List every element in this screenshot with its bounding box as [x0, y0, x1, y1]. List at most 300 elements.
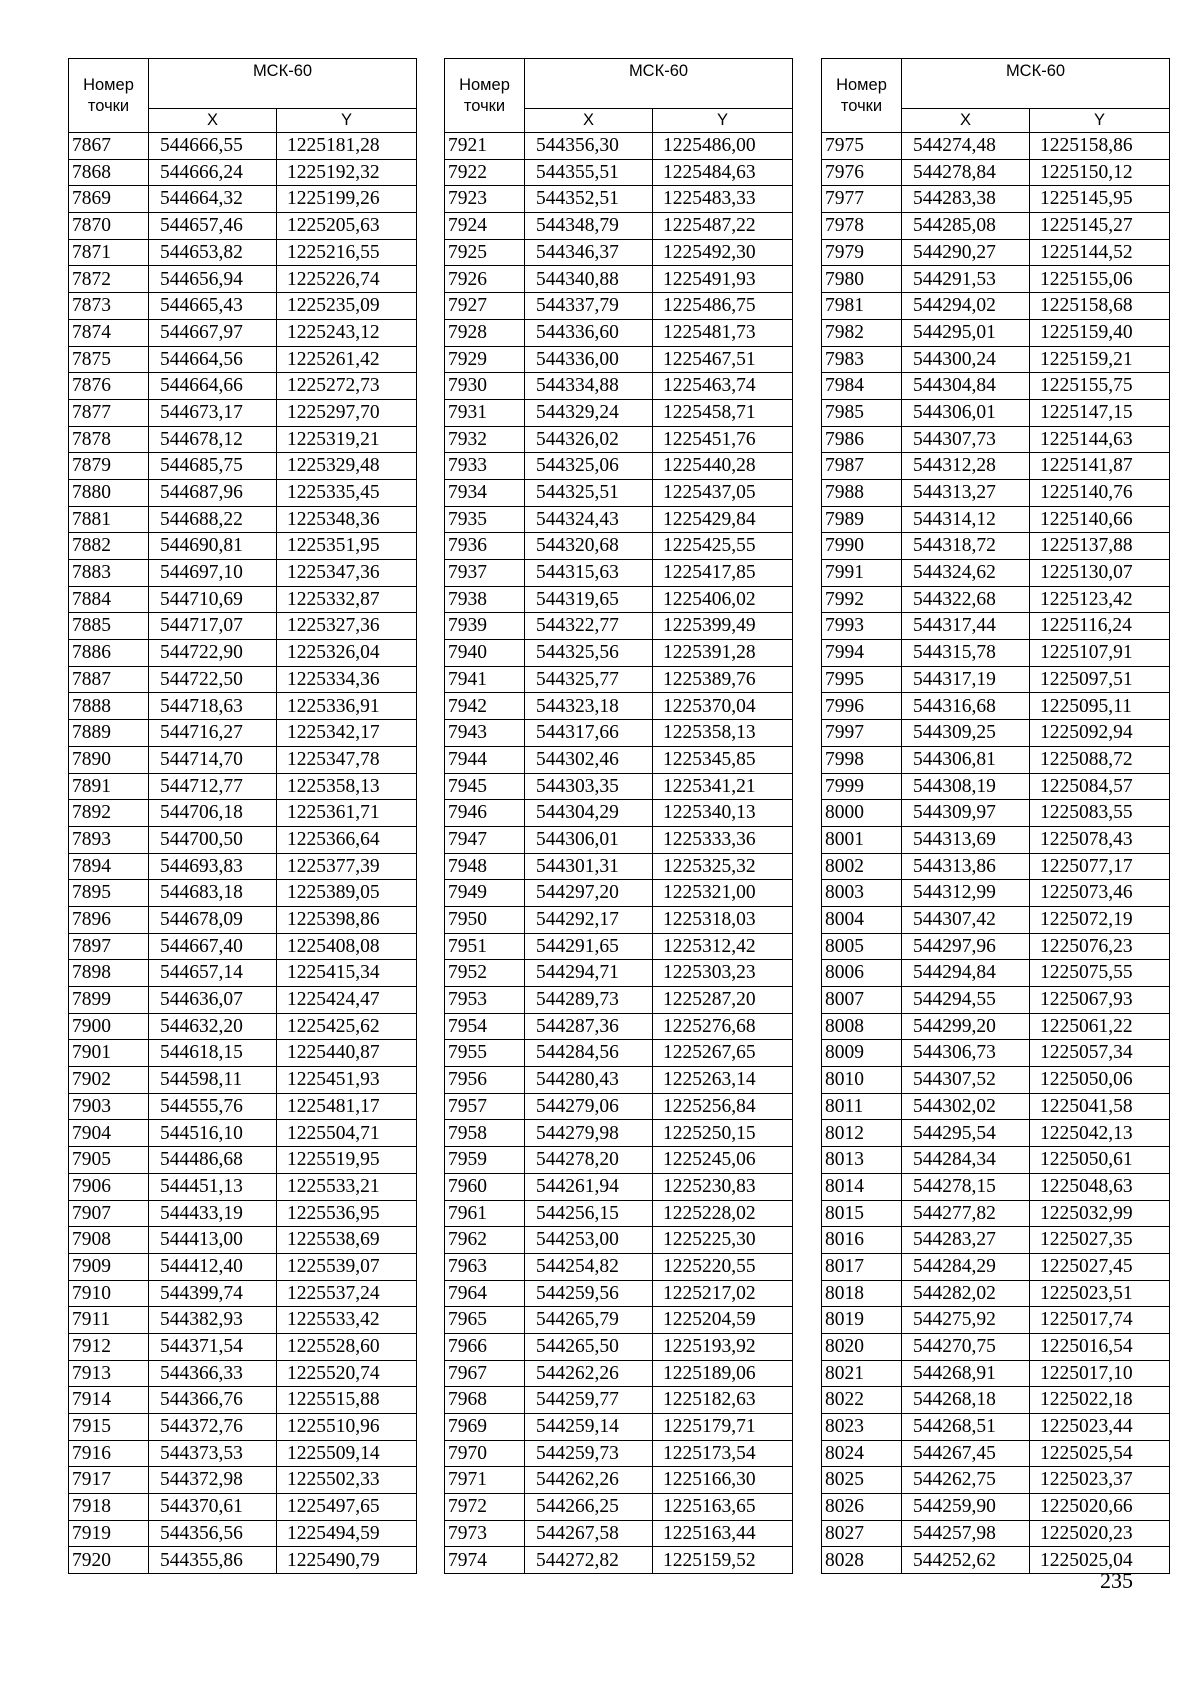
- x-coordinate-cell: 544323,18: [525, 693, 653, 720]
- point-number-cell: 7887: [69, 666, 149, 693]
- table-row: [445, 319, 793, 346]
- x-coordinate-cell: 544295,01: [902, 319, 1030, 346]
- table-row: [69, 506, 417, 533]
- point-number-cell: 7896: [69, 906, 149, 933]
- x-coordinate-cell: 544259,90: [902, 1494, 1030, 1521]
- table-row: [69, 586, 417, 613]
- table-row: [445, 1387, 793, 1414]
- point-number-cell: 7939: [445, 613, 525, 640]
- y-coordinate-cell: 1225166,30: [653, 1467, 793, 1494]
- table-row: [822, 1093, 1170, 1120]
- x-coordinate-cell: 544291,65: [525, 933, 653, 960]
- y-coordinate-cell: 1225491,93: [653, 266, 793, 293]
- x-coordinate-cell: 544665,43: [149, 293, 277, 320]
- x-coordinate-cell: 544268,18: [902, 1387, 1030, 1414]
- y-coordinate-cell: 1225325,32: [653, 853, 793, 880]
- x-coordinate-cell: 544352,51: [525, 186, 653, 213]
- y-coordinate-cell: 1225020,23: [1030, 1520, 1170, 1547]
- y-coordinate-cell: 1225144,52: [1030, 239, 1170, 266]
- y-coordinate-cell: 1225084,57: [1030, 773, 1170, 800]
- table-row: [445, 1200, 793, 1227]
- x-coordinate-cell: 544268,51: [902, 1414, 1030, 1441]
- point-number-cell: 7890: [69, 746, 149, 773]
- y-coordinate-cell: 1225370,04: [653, 693, 793, 720]
- table-row: [445, 1093, 793, 1120]
- y-coordinate-cell: 1225123,42: [1030, 586, 1170, 613]
- y-coordinate-cell: 1225515,88: [277, 1387, 417, 1414]
- table-row: [69, 1147, 417, 1174]
- point-number-cell: 7996: [822, 693, 902, 720]
- y-coordinate-cell: 1225348,36: [277, 506, 417, 533]
- table-row: [822, 773, 1170, 800]
- x-coordinate-cell: 544312,28: [902, 453, 1030, 480]
- table-row: [69, 533, 417, 560]
- point-number-cell: 7946: [445, 800, 525, 827]
- point-number-cell: 7960: [445, 1173, 525, 1200]
- y-coordinate-cell: 1225159,40: [1030, 319, 1170, 346]
- point-number-cell: 7977: [822, 186, 902, 213]
- x-coordinate-cell: 544653,82: [149, 239, 277, 266]
- table-row: [69, 1387, 417, 1414]
- point-number-cell: 7954: [445, 1013, 525, 1040]
- y-coordinate-cell: 1225406,02: [653, 586, 793, 613]
- table-row: [822, 826, 1170, 853]
- y-coordinate-cell: 1225415,34: [277, 960, 417, 987]
- x-coordinate-cell: 544718,63: [149, 693, 277, 720]
- x-coordinate-cell: 544688,22: [149, 506, 277, 533]
- y-coordinate-cell: 1225220,55: [653, 1253, 793, 1280]
- x-coordinate-cell: 544337,79: [525, 293, 653, 320]
- point-number-cell: 8006: [822, 960, 902, 987]
- table-row: [822, 1494, 1170, 1521]
- y-coordinate-cell: 1225077,17: [1030, 853, 1170, 880]
- x-coordinate-cell: 544317,66: [525, 720, 653, 747]
- point-number-cell: 7869: [69, 186, 149, 213]
- table-row: [445, 1467, 793, 1494]
- point-number-cell: 7976: [822, 159, 902, 186]
- point-number-cell: 7929: [445, 346, 525, 373]
- x-coordinate-cell: 544280,43: [525, 1067, 653, 1094]
- y-coordinate-cell: 1225042,13: [1030, 1120, 1170, 1147]
- x-coordinate-cell: 544412,40: [149, 1253, 277, 1280]
- point-number-cell: 7961: [445, 1200, 525, 1227]
- point-number-cell: 7913: [69, 1360, 149, 1387]
- x-coordinate-cell: 544687,96: [149, 479, 277, 506]
- table-row: [822, 453, 1170, 480]
- y-coordinate-cell: 1225329,48: [277, 453, 417, 480]
- y-coordinate-cell: 1225494,59: [277, 1520, 417, 1547]
- table-row: [822, 1307, 1170, 1334]
- y-coordinate-cell: 1225510,96: [277, 1414, 417, 1441]
- point-number-cell: 7987: [822, 453, 902, 480]
- point-number-cell: 7872: [69, 266, 149, 293]
- table-row: [69, 987, 417, 1014]
- table-row: [445, 373, 793, 400]
- x-coordinate-cell: 544710,69: [149, 586, 277, 613]
- x-coordinate-cell: 544270,75: [902, 1333, 1030, 1360]
- y-coordinate-cell: 1225319,21: [277, 426, 417, 453]
- y-coordinate-cell: 1225193,92: [653, 1333, 793, 1360]
- table-row: [822, 613, 1170, 640]
- x-coordinate-cell: 544598,11: [149, 1067, 277, 1094]
- x-coordinate-cell: 544664,32: [149, 186, 277, 213]
- y-coordinate-cell: 1225318,03: [653, 906, 793, 933]
- point-number-cell: 7898: [69, 960, 149, 987]
- point-number-cell: 7884: [69, 586, 149, 613]
- y-coordinate-cell: 1225486,75: [653, 293, 793, 320]
- point-number-cell: 8028: [822, 1547, 902, 1574]
- table-row: [445, 853, 793, 880]
- x-coordinate-cell: 544252,62: [902, 1547, 1030, 1574]
- x-coordinate-cell: 544315,63: [525, 560, 653, 587]
- point-number-cell: 7870: [69, 213, 149, 240]
- point-number-cell: 7867: [69, 133, 149, 160]
- x-coordinate-cell: 544314,12: [902, 506, 1030, 533]
- x-coordinate-cell: 544262,75: [902, 1467, 1030, 1494]
- x-header: X: [149, 109, 277, 133]
- point-number-cell: 7955: [445, 1040, 525, 1067]
- y-coordinate-cell: 1225022,18: [1030, 1387, 1170, 1414]
- x-coordinate-cell: 544295,54: [902, 1120, 1030, 1147]
- point-number-cell: 8009: [822, 1040, 902, 1067]
- table-row: [69, 1013, 417, 1040]
- point-number-cell: 7917: [69, 1467, 149, 1494]
- y-coordinate-cell: 1225520,74: [277, 1360, 417, 1387]
- point-number-cell: 8014: [822, 1173, 902, 1200]
- table-row: [822, 1173, 1170, 1200]
- point-number-cell: 8024: [822, 1440, 902, 1467]
- x-coordinate-cell: 544309,25: [902, 720, 1030, 747]
- point-number-cell: 8015: [822, 1200, 902, 1227]
- table-row: [822, 800, 1170, 827]
- point-number-cell: 7873: [69, 293, 149, 320]
- table-row: [822, 1280, 1170, 1307]
- x-coordinate-cell: 544294,55: [902, 987, 1030, 1014]
- table-row: [822, 373, 1170, 400]
- table-row: [445, 560, 793, 587]
- table-row: [822, 533, 1170, 560]
- y-coordinate-cell: 1225163,65: [653, 1494, 793, 1521]
- table-row: [445, 720, 793, 747]
- x-coordinate-cell: 544657,14: [149, 960, 277, 987]
- x-coordinate-cell: 544277,82: [902, 1200, 1030, 1227]
- point-number-header: Номер точки: [822, 59, 902, 133]
- point-number-cell: 7908: [69, 1227, 149, 1254]
- point-number-cell: 7910: [69, 1280, 149, 1307]
- table-row: [822, 1040, 1170, 1067]
- x-coordinate-cell: 544325,77: [525, 666, 653, 693]
- y-coordinate-cell: 1225095,11: [1030, 693, 1170, 720]
- table-row: [69, 1173, 417, 1200]
- y-coordinate-cell: 1225490,79: [277, 1547, 417, 1574]
- table-row: [69, 560, 417, 587]
- x-coordinate-cell: 544306,01: [902, 399, 1030, 426]
- point-number-cell: 7998: [822, 746, 902, 773]
- y-coordinate-cell: 1225504,71: [277, 1120, 417, 1147]
- table-row: [445, 1173, 793, 1200]
- point-number-cell: 7938: [445, 586, 525, 613]
- x-coordinate-cell: 544555,76: [149, 1093, 277, 1120]
- x-coordinate-cell: 544257,98: [902, 1520, 1030, 1547]
- point-number-cell: 7914: [69, 1387, 149, 1414]
- x-coordinate-cell: 544678,12: [149, 426, 277, 453]
- x-coordinate-cell: 544274,48: [902, 133, 1030, 160]
- table-row: [822, 479, 1170, 506]
- y-coordinate-cell: 1225497,65: [277, 1494, 417, 1521]
- x-coordinate-cell: 544266,25: [525, 1494, 653, 1521]
- point-number-cell: 7941: [445, 666, 525, 693]
- table-row: [445, 1013, 793, 1040]
- y-coordinate-cell: 1225073,46: [1030, 880, 1170, 907]
- x-coordinate-cell: 544329,24: [525, 399, 653, 426]
- x-coordinate-cell: 544693,83: [149, 853, 277, 880]
- table-row: [445, 506, 793, 533]
- y-coordinate-cell: 1225057,34: [1030, 1040, 1170, 1067]
- point-number-cell: 7965: [445, 1307, 525, 1334]
- y-coordinate-cell: 1225539,07: [277, 1253, 417, 1280]
- x-coordinate-cell: 544309,97: [902, 800, 1030, 827]
- point-number-cell: 7999: [822, 773, 902, 800]
- y-coordinate-cell: 1225145,95: [1030, 186, 1170, 213]
- point-number-cell: 7920: [69, 1547, 149, 1574]
- y-coordinate-cell: 1225017,10: [1030, 1360, 1170, 1387]
- table-row: [445, 826, 793, 853]
- point-number-cell: 7927: [445, 293, 525, 320]
- point-number-cell: 8027: [822, 1520, 902, 1547]
- point-number-cell: 7968: [445, 1387, 525, 1414]
- point-number-cell: 7950: [445, 906, 525, 933]
- y-coordinate-cell: 1225334,36: [277, 666, 417, 693]
- y-header: Y: [1030, 109, 1170, 133]
- x-coordinate-cell: 544318,72: [902, 533, 1030, 560]
- x-header: X: [902, 109, 1030, 133]
- table-row: [445, 1253, 793, 1280]
- point-number-cell: 8005: [822, 933, 902, 960]
- table-row: [69, 880, 417, 907]
- point-number-cell: 8007: [822, 987, 902, 1014]
- point-number-cell: 7895: [69, 880, 149, 907]
- x-coordinate-cell: 544284,29: [902, 1253, 1030, 1280]
- x-coordinate-cell: 544278,20: [525, 1147, 653, 1174]
- table-row: [445, 1307, 793, 1334]
- point-number-cell: 7978: [822, 213, 902, 240]
- y-coordinate-cell: 1225440,28: [653, 453, 793, 480]
- x-coordinate-cell: 544706,18: [149, 800, 277, 827]
- y-coordinate-cell: 1225092,94: [1030, 720, 1170, 747]
- y-coordinate-cell: 1225538,69: [277, 1227, 417, 1254]
- point-number-cell: 7979: [822, 239, 902, 266]
- table-row: [822, 1227, 1170, 1254]
- x-coordinate-cell: 544722,50: [149, 666, 277, 693]
- table-row: [822, 319, 1170, 346]
- x-coordinate-cell: 544304,84: [902, 373, 1030, 400]
- table-row: [69, 133, 417, 160]
- point-number-cell: 8021: [822, 1360, 902, 1387]
- y-coordinate-cell: 1225116,24: [1030, 613, 1170, 640]
- table-row: [69, 1280, 417, 1307]
- table-row: [822, 720, 1170, 747]
- x-coordinate-cell: 544336,00: [525, 346, 653, 373]
- table-row: [69, 319, 417, 346]
- y-coordinate-cell: 1225537,24: [277, 1280, 417, 1307]
- x-coordinate-cell: 544656,94: [149, 266, 277, 293]
- point-number-cell: 7903: [69, 1093, 149, 1120]
- point-number-cell: 8010: [822, 1067, 902, 1094]
- x-coordinate-cell: 544324,43: [525, 506, 653, 533]
- table-row: [445, 399, 793, 426]
- table-row: [69, 1200, 417, 1227]
- y-coordinate-cell: 1225228,02: [653, 1200, 793, 1227]
- table-row: [69, 186, 417, 213]
- x-coordinate-cell: 544306,01: [525, 826, 653, 853]
- crs-header: МСК-60: [149, 59, 417, 109]
- point-number-cell: 7892: [69, 800, 149, 827]
- table-row: [822, 853, 1170, 880]
- y-coordinate-cell: 1225027,45: [1030, 1253, 1170, 1280]
- y-coordinate-cell: 1225147,15: [1030, 399, 1170, 426]
- point-number-cell: 7989: [822, 506, 902, 533]
- table-row: [69, 1120, 417, 1147]
- table-row: [445, 1440, 793, 1467]
- point-number-cell: 7969: [445, 1414, 525, 1441]
- x-coordinate-cell: 544618,15: [149, 1040, 277, 1067]
- y-coordinate-cell: 1225225,30: [653, 1227, 793, 1254]
- table-row: [822, 506, 1170, 533]
- table-row: [445, 239, 793, 266]
- table-row: [445, 586, 793, 613]
- point-number-cell: 7936: [445, 533, 525, 560]
- y-coordinate-cell: 1225440,87: [277, 1040, 417, 1067]
- y-coordinate-cell: 1225492,30: [653, 239, 793, 266]
- y-coordinate-cell: 1225182,63: [653, 1387, 793, 1414]
- table-row: [822, 1200, 1170, 1227]
- table-row: [822, 1414, 1170, 1441]
- y-coordinate-cell: 1225256,84: [653, 1093, 793, 1120]
- point-number-cell: 7967: [445, 1360, 525, 1387]
- x-coordinate-cell: 544307,73: [902, 426, 1030, 453]
- x-coordinate-cell: 544399,74: [149, 1280, 277, 1307]
- x-coordinate-cell: 544254,82: [525, 1253, 653, 1280]
- x-coordinate-cell: 544714,70: [149, 746, 277, 773]
- x-coordinate-cell: 544278,15: [902, 1173, 1030, 1200]
- table-row: [822, 1360, 1170, 1387]
- point-number-cell: 8018: [822, 1280, 902, 1307]
- point-number-cell: 7916: [69, 1440, 149, 1467]
- x-coordinate-cell: 544306,81: [902, 746, 1030, 773]
- x-coordinate-cell: 544272,82: [525, 1547, 653, 1574]
- point-number-cell: 7957: [445, 1093, 525, 1120]
- table-row: [69, 1494, 417, 1521]
- point-number-cell: 7901: [69, 1040, 149, 1067]
- x-coordinate-cell: 544516,10: [149, 1120, 277, 1147]
- y-coordinate-cell: 1225025,54: [1030, 1440, 1170, 1467]
- point-number-cell: 7981: [822, 293, 902, 320]
- y-coordinate-cell: 1225358,13: [277, 773, 417, 800]
- y-coordinate-cell: 1225483,33: [653, 186, 793, 213]
- table-row: [69, 266, 417, 293]
- point-number-cell: 8013: [822, 1147, 902, 1174]
- y-coordinate-cell: 1225347,78: [277, 746, 417, 773]
- point-number-cell: 7983: [822, 346, 902, 373]
- table-row: [445, 960, 793, 987]
- point-number-cell: 7868: [69, 159, 149, 186]
- y-coordinate-cell: 1225358,13: [653, 720, 793, 747]
- x-coordinate-cell: 544300,24: [902, 346, 1030, 373]
- point-number-cell: 7928: [445, 319, 525, 346]
- x-coordinate-cell: 544371,54: [149, 1333, 277, 1360]
- point-number-cell: 7909: [69, 1253, 149, 1280]
- x-coordinate-cell: 544303,35: [525, 773, 653, 800]
- x-coordinate-cell: 544657,46: [149, 213, 277, 240]
- table-row: [69, 666, 417, 693]
- x-coordinate-cell: 544355,51: [525, 159, 653, 186]
- y-coordinate-cell: 1225263,14: [653, 1067, 793, 1094]
- table-row: [822, 746, 1170, 773]
- point-number-cell: 7972: [445, 1494, 525, 1521]
- x-coordinate-cell: 544313,27: [902, 479, 1030, 506]
- x-coordinate-cell: 544433,19: [149, 1200, 277, 1227]
- point-number-cell: 7925: [445, 239, 525, 266]
- y-coordinate-cell: 1225083,55: [1030, 800, 1170, 827]
- x-coordinate-cell: 544297,20: [525, 880, 653, 907]
- y-coordinate-cell: 1225408,08: [277, 933, 417, 960]
- y-coordinate-cell: 1225061,22: [1030, 1013, 1170, 1040]
- point-number-cell: 7875: [69, 346, 149, 373]
- table-row: [69, 293, 417, 320]
- y-coordinate-cell: 1225487,22: [653, 213, 793, 240]
- table-row: [69, 1360, 417, 1387]
- table-row: [445, 906, 793, 933]
- x-coordinate-cell: 544316,68: [902, 693, 1030, 720]
- y-coordinate-cell: 1225076,23: [1030, 933, 1170, 960]
- table-row: [69, 933, 417, 960]
- table-row: [445, 613, 793, 640]
- table-row: [445, 1280, 793, 1307]
- x-coordinate-cell: 544299,20: [902, 1013, 1030, 1040]
- x-coordinate-cell: 544666,55: [149, 133, 277, 160]
- y-coordinate-cell: 1225327,36: [277, 613, 417, 640]
- point-number-cell: 7886: [69, 640, 149, 667]
- x-coordinate-cell: 544294,84: [902, 960, 1030, 987]
- table-row: [69, 399, 417, 426]
- point-number-cell: 7951: [445, 933, 525, 960]
- x-coordinate-cell: 544283,38: [902, 186, 1030, 213]
- y-coordinate-cell: 1225155,06: [1030, 266, 1170, 293]
- point-number-cell: 7933: [445, 453, 525, 480]
- y-coordinate-cell: 1225027,35: [1030, 1227, 1170, 1254]
- table-row: [822, 906, 1170, 933]
- y-coordinate-cell: 1225243,12: [277, 319, 417, 346]
- x-coordinate-cell: 544336,60: [525, 319, 653, 346]
- point-number-cell: 7926: [445, 266, 525, 293]
- crs-header: МСК-60: [902, 59, 1170, 109]
- table-row: [445, 293, 793, 320]
- x-coordinate-cell: 544320,68: [525, 533, 653, 560]
- point-number-cell: 7893: [69, 826, 149, 853]
- point-number-cell: 7992: [822, 586, 902, 613]
- table-row: [822, 159, 1170, 186]
- point-number-cell: 7891: [69, 773, 149, 800]
- point-number-cell: 7982: [822, 319, 902, 346]
- point-number-cell: 7902: [69, 1067, 149, 1094]
- x-coordinate-cell: 544382,93: [149, 1307, 277, 1334]
- x-coordinate-cell: 544678,09: [149, 906, 277, 933]
- point-number-cell: 7986: [822, 426, 902, 453]
- table-row: [69, 960, 417, 987]
- y-coordinate-cell: 1225020,66: [1030, 1494, 1170, 1521]
- y-coordinate-cell: 1225173,54: [653, 1440, 793, 1467]
- table-row: [445, 746, 793, 773]
